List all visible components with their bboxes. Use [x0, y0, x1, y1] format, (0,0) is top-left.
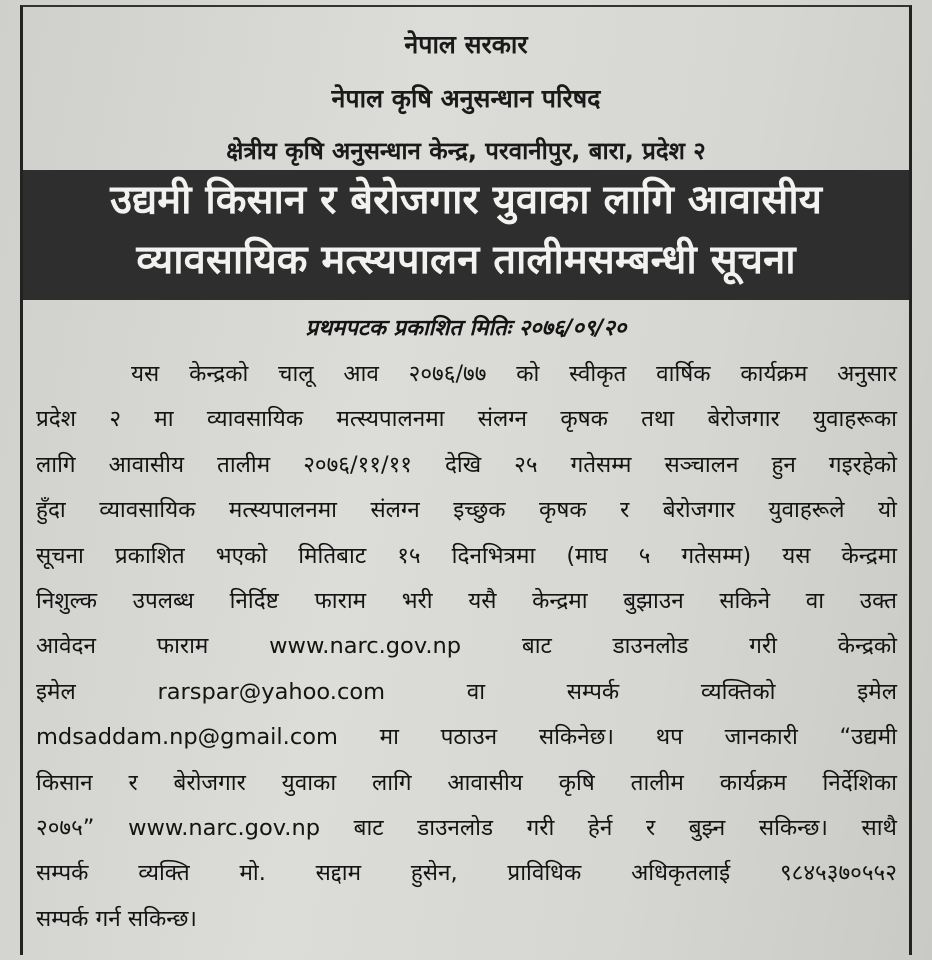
body-line: हुँदा व्यावसायिक मत्स्यपालनमा संलग्न इच्छुक कृषक र बेरोजगार युवाहरूले यो: [36, 497, 897, 524]
notice-clipping: [20, 5, 912, 955]
government-name: नेपाल सरकार: [404, 30, 528, 59]
notice-title-line-1: उद्यमी किसान र बेरोजगार युवाका लागि आवासीय: [110, 177, 822, 223]
body-line: सूचना प्रकाशित भएको मितिबाट १५ दिनभित्रमा (माघ ५ गतेसम्म) यस केन्द्रमा: [36, 542, 897, 569]
body-line: निशुल्क उपलब्ध निर्दिष्ट फाराम भरी यसै केन्द्रमा बुझाउन सकिने वा उक्त: [36, 587, 897, 614]
body-line: किसान र बेरोजगार युवाका लागि आवासीय कृषि तालीम कार्यक्रम निर्देशिका: [36, 769, 897, 796]
body-line: प्रदेश २ मा व्यावसायिक मत्स्यपालनमा संलग्न कृषक तथा बेरोजगार युवाहरूका: [36, 406, 897, 433]
body-line: आवेदन फाराम www.narc.gov.np बाट डाउनलोड गरी केन्द्रको: [36, 633, 897, 660]
publish-date: प्रथमपटक प्रकाशित मितिः २०७६/०९/२०: [305, 316, 627, 341]
notice-title-line-2: व्यावसायिक मत्स्यपालन तालीमसम्बन्धी सूचना: [136, 237, 796, 283]
body-line: लागि आवासीय तालीम २०७६/११/११ देखि २५ गतेसम्म सञ्चालन हुन गइरहेको: [36, 451, 897, 478]
council-name: नेपाल कृषि अनुसन्धान परिषद: [331, 84, 601, 113]
body-line: २०७५” www.narc.gov.np बाट डाउनलोड गरी हेर्न र बुझ्न सकिन्छ। साथै: [36, 814, 897, 841]
body-line: mdsaddam.np@gmail.com मा पठाउन सकिनेछ। थप जानकारी “उद्यमी: [36, 724, 897, 751]
notice-body: [36, 352, 897, 942]
body-line: सम्पर्क व्यक्ति मो. सद्दाम हुसेन, प्राविधिक अधिकृतलाई ९८४५३७०५५२: [36, 860, 897, 887]
body-line: यस केन्द्रको चालू आव २०७६/७७ को स्वीकृत वार्षिक कार्यक्रम अनुसार: [131, 361, 897, 387]
body-line: सम्पर्क गर्न सकिन्छ।: [36, 905, 197, 932]
notice-title-banner: [23, 170, 909, 300]
body-line: इमेल rarspar@yahoo.com वा सम्पर्क व्यक्तिको इमेल: [36, 678, 897, 705]
centre-address: क्षेत्रीय कृषि अनुसन्धान केन्द्र, परवानीपुर, बारा, प्रदेश २: [226, 137, 706, 165]
